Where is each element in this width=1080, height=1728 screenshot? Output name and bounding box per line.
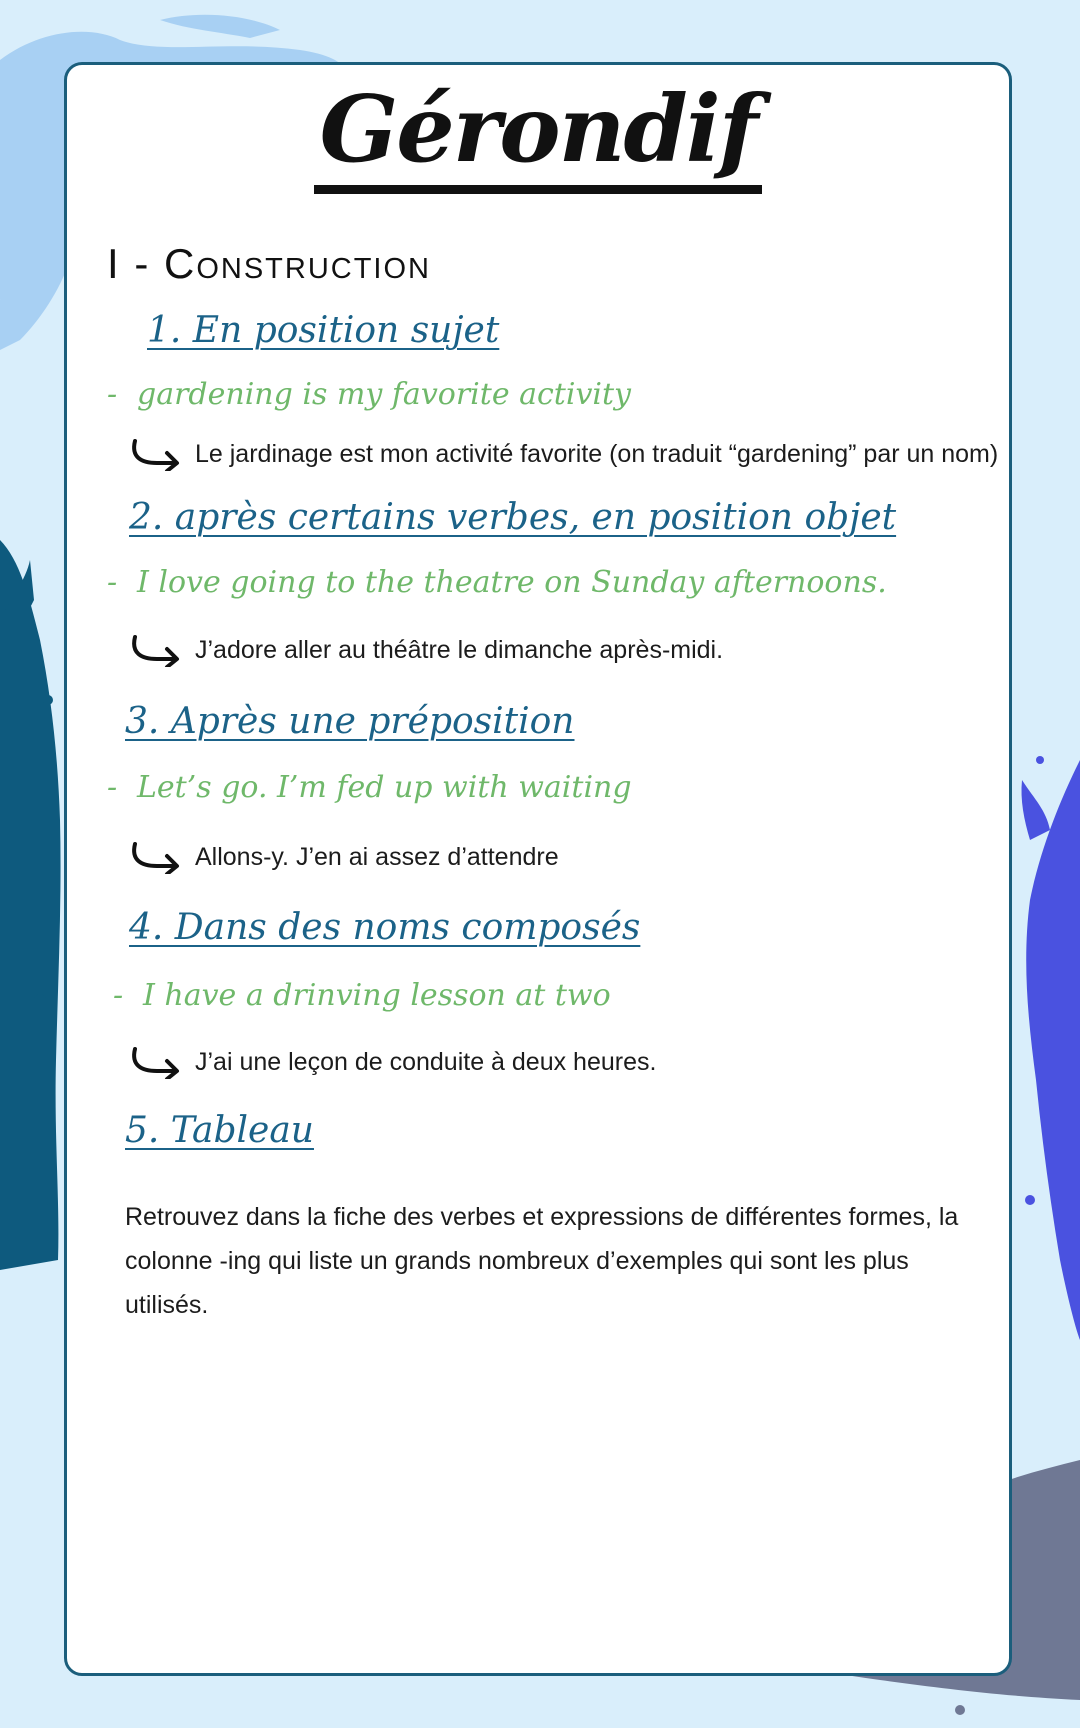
curved-arrow-icon: [129, 840, 185, 874]
example-dash: -: [107, 565, 118, 600]
curved-arrow-icon: [129, 633, 185, 667]
example-text-1: gardening is my favorite activity: [137, 377, 631, 412]
example-2: [107, 565, 887, 600]
subheading-3: 3. Après une préposition: [125, 701, 575, 742]
translation-2: [129, 633, 723, 667]
translation-text-2: J’adore aller au théâtre le dimanche après-midi.: [195, 635, 724, 664]
example-dash: -: [113, 978, 124, 1013]
translation-text-3: Allons-y. J’en ai assez d’attendre: [195, 842, 559, 871]
example-text-3: Let’s go. I’m fed up with waiting: [137, 770, 632, 805]
subheading-1: 1. En position sujet: [147, 310, 500, 351]
content-card: [64, 62, 1012, 1676]
curved-arrow-icon: [129, 437, 185, 471]
example-4: [113, 978, 611, 1013]
curved-arrow-icon: [129, 1045, 185, 1079]
example-text-4: I have a drinving lesson at two: [143, 978, 611, 1013]
translation-1: [129, 437, 998, 471]
translation-text-1: Le jardinage est mon activité favorite (on traduit “gardening” par un nom): [195, 439, 999, 468]
example-dash: -: [107, 770, 118, 805]
tableau-paragraph: Retrouvez dans la fiche des verbes et expressions de différentes formes, la colonne -ing qui liste un grands nombreux d’exemples qui sont les plus utilisés.: [125, 1203, 959, 1319]
section-heading: I - Construction: [107, 240, 431, 287]
translation-text-4: J’ai une leçon de conduite à deux heures.: [195, 1047, 657, 1076]
translation-4: [129, 1045, 656, 1079]
subheading-4: 4. Dans des noms composés: [129, 907, 641, 948]
subheading-2: 2. après certains verbes, en position objet: [129, 497, 897, 538]
example-3: [107, 770, 632, 805]
translation-3: [129, 840, 559, 874]
example-text-2: I love going to the theatre on Sunday afternoons.: [137, 565, 887, 600]
subheading-5: 5. Tableau: [125, 1110, 314, 1151]
example-dash: -: [107, 377, 118, 412]
title-wrapper: [67, 75, 1009, 194]
example-1: [107, 377, 631, 412]
page-title: Gérondif: [314, 83, 763, 194]
